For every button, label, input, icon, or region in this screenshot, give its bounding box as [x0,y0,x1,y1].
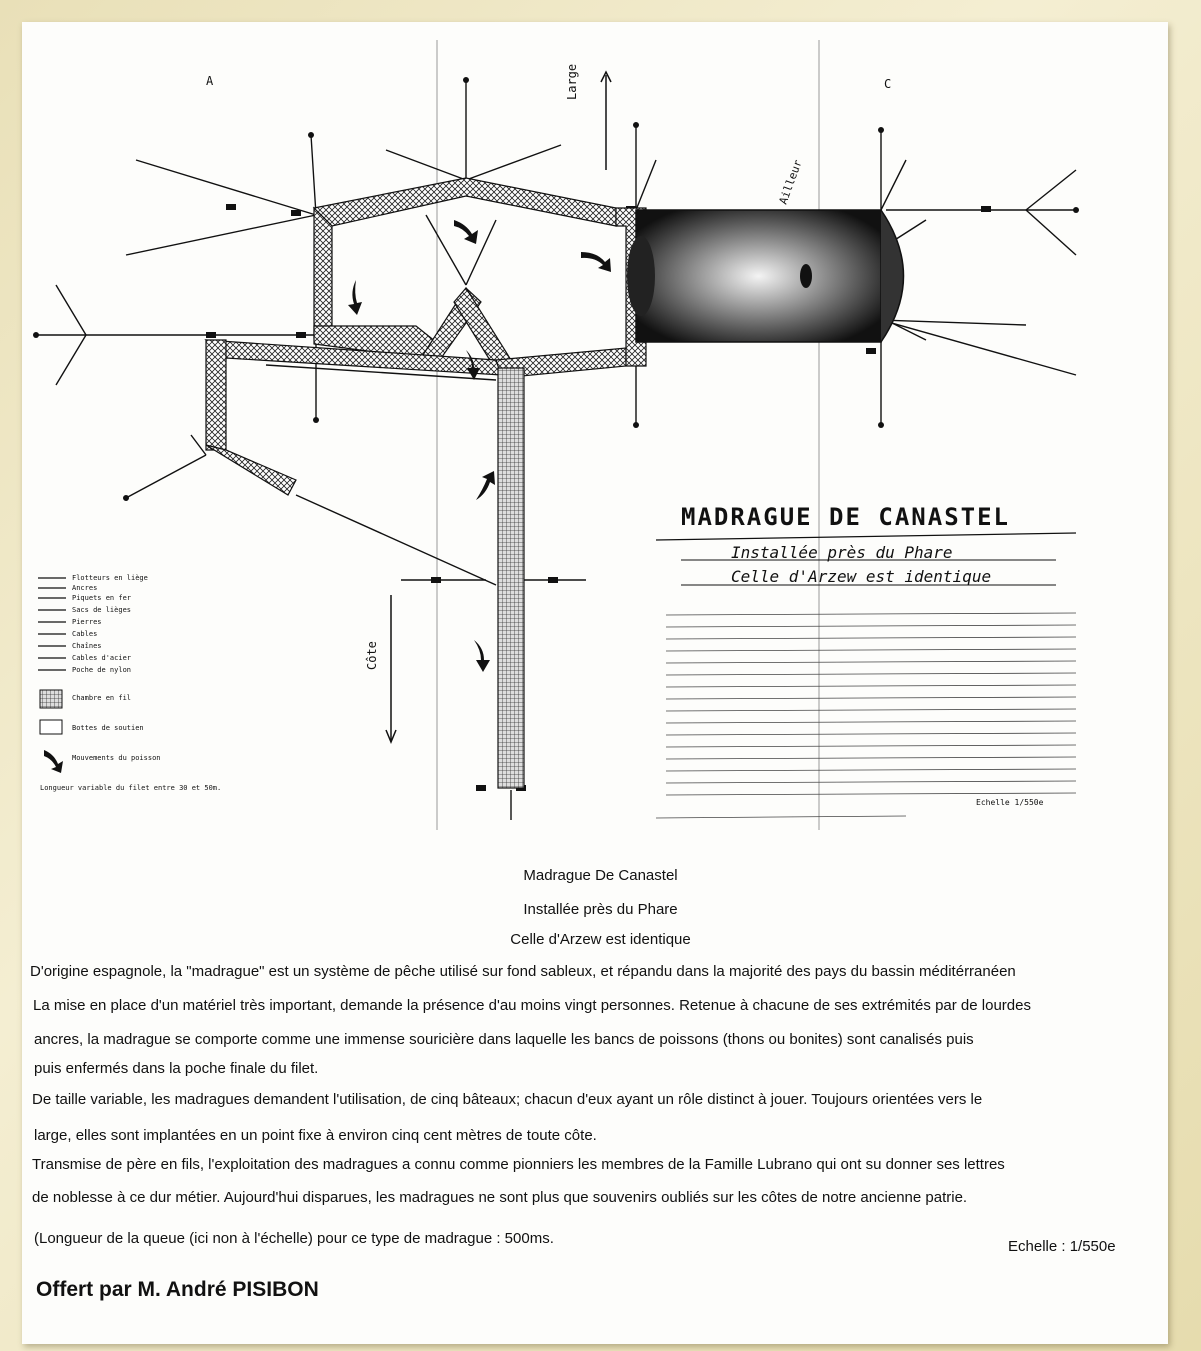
label-ailleur: Ailleur [776,158,805,207]
section-c-label: C [884,77,892,91]
legend-item: Cables d'acier [72,654,132,662]
caption-scale: Echelle : 1/550e [1008,1238,1116,1255]
plan-subtitle-1: Installée près du Phare [731,543,953,562]
legend-item: Cables [72,630,98,638]
caption-paragraph: La mise en place d'un matériel très important, demande la présence d'au moins vingt personnes. Retenue à chacune de ses extrémités par de lourdes [33,997,1031,1014]
caption-paragraph: Transmise de père en fils, l'exploitation des madragues a connu comme pionniers les membres de la Famille Lubrano qui ont su donner ses lettres [32,1156,1005,1173]
madrague-plan-drawing [26,30,1156,840]
legend-item: Flotteurs en liège [72,574,148,582]
caption-paragraph: puis enfermés dans la poche finale du filet. [34,1060,319,1077]
final-pocket [627,210,904,342]
legend-item: Mouvements du poisson [72,754,161,762]
handwritten-text-block [656,613,1076,818]
legend-item: Chambre en fil [72,694,132,702]
legend-item: Bottes de soutien [72,724,144,732]
legend-item: Ancres [72,584,98,592]
caption-paragraph: ancres, la madrague se comporte comme une immense souricière dans laquelle les bancs de poissons (thons ou bonites) sont canalisés puis [34,1031,974,1048]
credit-line: Offert par M. André PISIBON [36,1278,319,1301]
net-chambers [206,178,646,495]
caption-paragraph: De taille variable, les madragues demandent l'utilisation, de cinq bâteaux; chacun d'eux ayant un rôle distinct à jouer. Toujours orientées vers le [32,1091,983,1108]
legend-item: Chaînes [72,642,102,650]
caption-paragraph: (Longueur de la queue (ici non à l'échelle) pour ce type de madrague : 500ms. [34,1230,554,1247]
caption-subtitle-1: Installée près du Phare [523,901,678,918]
label-large: Large [565,63,579,100]
legend-note: Longueur variable du filet entre 30 et 50m. [40,784,222,792]
legend-item: Pierres [72,618,102,626]
label-cote: Côte [365,641,379,670]
caption-subtitle-2: Celle d'Arzew est identique [510,931,691,948]
svg-text:Flotteurs en liège Ancre [72,574,161,762]
fish-movement-arrows [348,220,611,672]
plan-title-block [656,503,1076,818]
plan-scale-note: Echelle 1/550e [976,798,1044,807]
caption-paragraph: de noblesse à ce dur métier. Aujourd'hui disparues, les madragues ne sont plus que souvenirs oubliés sur les côtes de notre ancienne patrie. [32,1189,968,1206]
plan-title: MADRAGUE DE CANASTEL [681,503,1010,531]
caption-paragraph: large, elles sont implantées en un point fixe à environ cinq cent mètres de toute côte. [34,1127,597,1144]
net-queue [498,368,524,788]
section-a-label: A [206,74,214,88]
float-markers [33,77,1079,791]
caption-title: Madrague De Canastel [523,867,678,884]
plan-legend [38,574,221,792]
legend-item: Poche de nylon [72,666,132,674]
plan-subtitle-2: Celle d'Arzew est identique [731,567,992,586]
legend-item: Sacs de lièges [72,606,132,614]
anchor-lines [36,80,1076,820]
legend-item: Piquets en fer [72,594,132,602]
caption-paragraph: D'origine espagnole, la "madrague" est un système de pêche utilisé sur fond sableux, et répandu dans la majorité des pays du bassin méditérranéen [30,963,1016,980]
guide-lines [437,40,819,830]
